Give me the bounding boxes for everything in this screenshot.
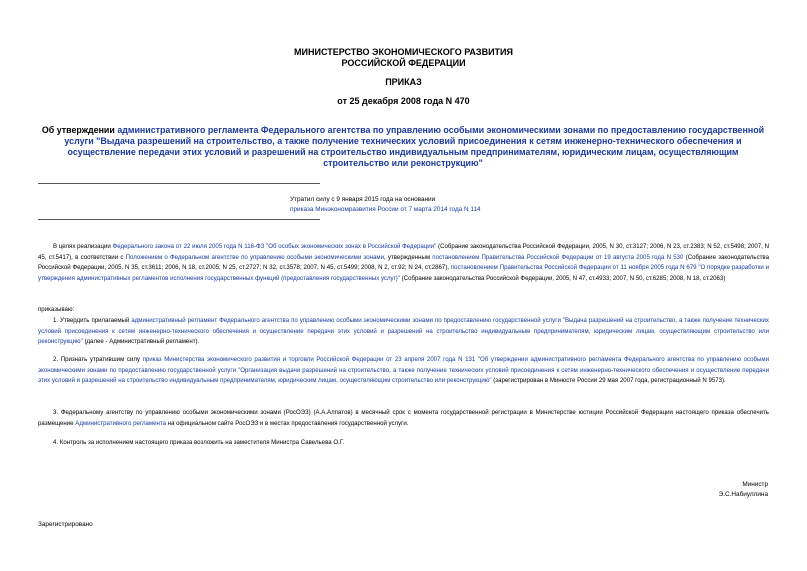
repeal-note-line1: Утратил силу с 9 января 2015 года на основании — [290, 196, 436, 203]
item-2-paragraph — [38, 355, 769, 387]
item-1-paragraph — [38, 316, 769, 348]
preamble-text-5: (Собрание законодательства Российской Федерации, 2005, N 47, ст.4933; 2007, N 50, ст.6285; 2008, N 18, ст.2063) — [399, 274, 726, 282]
registered-label: Зарегистрировано — [38, 521, 93, 528]
preamble-text-3: , утвержденным — [383, 253, 433, 261]
document-title — [38, 125, 768, 169]
preamble-text-2: (Собрание законодательства Российской Федерации, 2005, N 30, ст.3127; 2006, N 23, ст.2383; N 52, ст.5498; 2007, N 45, ст.5417), в соответствии с — [38, 243, 770, 261]
title-prefix: Об утверждении — [41, 125, 118, 135]
title-regulation-link[interactable]: административного регламента Федерального агентства по управлению особыми экономическими зонами по предоставлению государственной услуги "Выдача разрешений на строительство, а также получение технических условий присоединения к сетям инженерно-технического обеспечения и осуществление передачи этих условий и разрешений на строительство индивидуальным предпринимателям, юридическим лицам, осуществляющим строительство или реконструкцию" — [64, 125, 765, 168]
government-resolution-530-link[interactable]: постановлением Правительства Российской Федерации от 19 августа 2005 года N 530 — [432, 253, 684, 261]
document-type: ПРИКАЗ — [385, 77, 422, 87]
ministry-name-line1: МИНИСТЕРСТВО ЭКОНОМИЧЕСКОГО РАЗВИТИЯ — [294, 47, 513, 57]
divider-bottom — [38, 219, 320, 220]
item-1-text-1: 1. Утвердить прилагаемый — [53, 317, 132, 324]
federal-law-link[interactable]: Федерального закона от 22 июля 2005 года N 116-ФЗ "Об особых экономических зонах в Российской Федерации" — [112, 243, 437, 250]
preamble-text-1: В целях реализации — [53, 243, 113, 250]
item-3-text-1: 3. Федеральному агентству по управлению особыми экономическими зонами (РосОЭЗ) (А.А.Алпатов) в месячный срок с момента государственной регистрации в Министерстве юстиции Российской Федерации настоящего приказа обеспечить размещение — [38, 409, 769, 427]
agency-regulation-link[interactable]: Положением о Федеральном агентстве по управлению особыми экономическими зонами — [125, 253, 384, 261]
signature-position: Министр — [742, 481, 768, 488]
preamble-text-4: (Собрание законодательства Российской Федерации, 2005, N 35, ст.3611; 2006, N 18, ст.2005; N 25, ст.2727; N 32, ст.3578; 2007, N 45, ст.5499; 2008, N 2, ст.92; N 24, ст.2867), — [38, 253, 769, 271]
divider-top — [38, 183, 320, 184]
item-3-text-2: на официальном сайте РосОЭЗ и в местах предоставления государственной услуги. — [165, 419, 409, 427]
item-2-text-2: (зарегистрирован в Минюсте России 29 мая 2007 года, регистрационный N 9573). — [491, 377, 726, 384]
signature-name: Э.С.Набиуллина — [718, 491, 768, 498]
government-resolution-679-link[interactable]: постановлением Правительства Российской Федерации от 11 ноября 2005 года N 679 "О порядке разработки и утверждения административных регламентов исполнения государственных функций (предоставления государственных услуг)" — [38, 264, 769, 282]
repealed-order-131-link[interactable]: приказ Министерства экономического развития и торговли Российской Федерации от 23 апреля 2007 года N 131 "Об утверждении административного регламента Федерального агентства по управлению особыми экономическими зонами по предоставлению государственной услуги "Организация выдачи разрешений на строительство, а также получение технических условий присоединения к сетям инженерно-технического обеспечения и осуществление передачи этих условий и разрешений на строительство индивидуальным предпринимателям, юридическим лицам, осуществляющим строительство или реконструкцию" — [38, 356, 770, 384]
preamble-paragraph — [38, 242, 769, 284]
document-date: от 25 декабря 2008 года N 470 — [337, 96, 470, 106]
ministry-name-line2: РОССИЙСКОЙ ФЕДЕРАЦИИ — [341, 58, 466, 68]
item-2-text-1: 2. Признать утратившим силу — [53, 356, 143, 363]
item-1-text-2: (далее - Административный регламент). — [82, 338, 200, 345]
repeal-order-link[interactable]: приказа Минэкономразвития России от 7 марта 2014 года N 114 — [290, 206, 481, 213]
administrative-regulation-short-link[interactable]: Административного регламента — [75, 419, 166, 427]
item-4-paragraph: 4. Контроль за исполнением настоящего приказа возложить на заместителя Министра Савельева О.Г. — [53, 439, 345, 446]
order-word: приказываю: — [38, 306, 75, 313]
administrative-regulation-link[interactable]: административный регламент Федерального агентства по управлению особыми экономическими зонами по предоставлению государственной услуги "Выдача разрешений на строительство, а также получение технических условий присоединения к сетям инженерно-технического обеспечения и осуществление передачи этих условий и разрешений на строительство индивидуальным предпринимателям, юридическим лицам, осуществляющим строительство или реконструкцию" — [38, 317, 769, 345]
item-3-paragraph — [38, 408, 769, 429]
